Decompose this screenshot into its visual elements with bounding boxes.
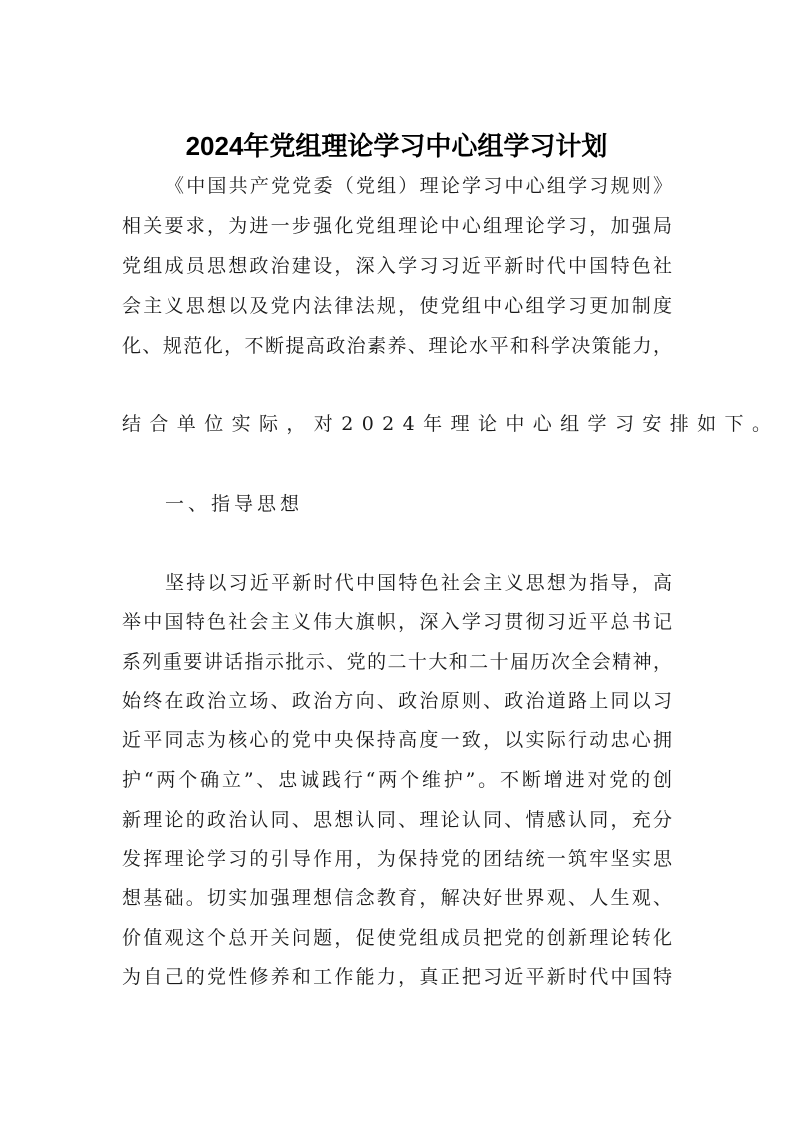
paragraph-line: 举中国特色社会主义伟大旗帜，深入学习贯彻习近平总书记 [122,611,672,633]
paragraph-line: 相关要求，为进一步强化党组理论中心组理论学习，加强局 [122,215,672,237]
paragraph-line: 化、规范化，不断提高政治素养、理论水平和科学决策能力， [122,335,672,357]
paragraph-line: 想基础。切实加强理想信念教育，解决好世界观、人生观、 [122,887,672,909]
document-title: 2024年党组理论学习中心组学习计划 [185,131,608,161]
paragraph-line: 为自己的党性修养和工作能力，真正把习近平新时代中国特 [122,966,672,988]
paragraph-line: 《中国共产党党委（党组）理论学习中心组学习规则》 [165,175,672,197]
paragraph-line: 价值观这个总开关问题，促使党组成员把党的创新理论转化 [122,927,672,949]
paragraph-line: 新理论的政治认同、思想认同、理论认同、情感认同，充分 [122,809,672,831]
paragraph-line: 近平同志为核心的党中央保持高度一致，以实际行动忠心拥 [122,729,672,751]
section-heading: 一、指导思想 [165,493,304,515]
paragraph-line: 系列重要讲话指示批示、党的二十大和二十届历次全会精神， [122,651,672,673]
paragraph-line: 党组成员思想政治建设，深入学习习近平新时代中国特色社 [122,255,672,277]
paragraph-line: 护“两个确立”、忠诚践行“两个维护”。不断增进对党的创 [122,769,672,791]
paragraph-line: 发挥理论学习的引导作用，为保持党的团结统一筑牢坚实思 [122,848,672,870]
paragraph-line: 会主义思想以及党内法律法规，使党组中心组学习更加制度 [122,295,672,317]
paragraph-line: 始终在政治立场、政治方向、政治原则、政治道路上同以习 [122,690,672,712]
paragraph-line: 结合单位实际，对2024年理论中心组学习安排如下。 [122,413,780,435]
paragraph-line: 坚持以习近平新时代中国特色社会主义思想为指导，高 [165,572,672,594]
